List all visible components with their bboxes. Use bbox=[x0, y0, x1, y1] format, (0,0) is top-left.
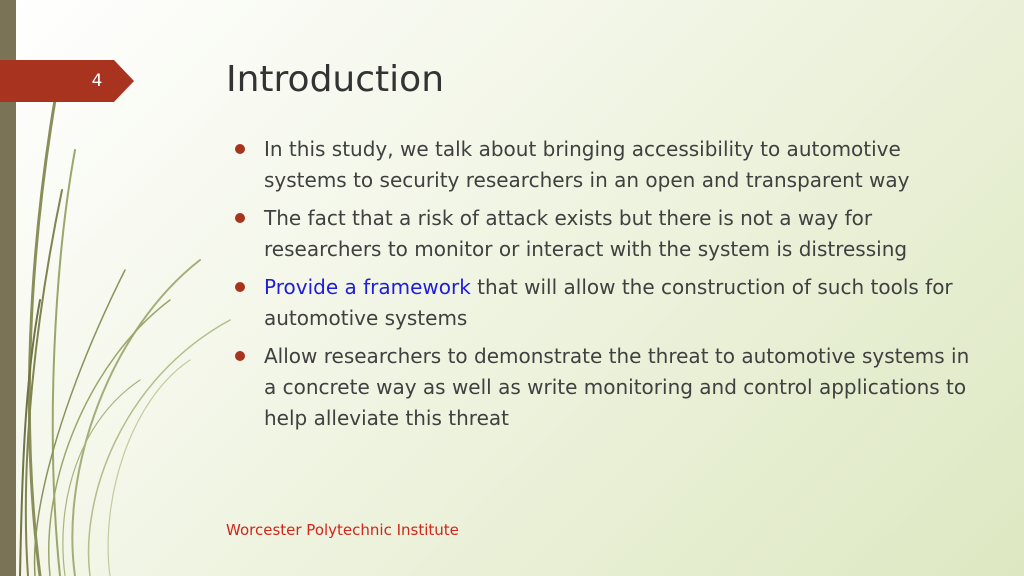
slide-title: Introduction bbox=[226, 59, 445, 100]
bullet-text: that will allow the construction of such tools for automotive systems bbox=[264, 275, 953, 330]
bullet-icon bbox=[235, 282, 245, 292]
bullet-text: Allow researchers to demonstrate the threat to automotive systems in a concrete way as well as write monitoring and control applications to help alleviate this threat bbox=[264, 344, 970, 430]
framework-link[interactable]: Provide a framework bbox=[264, 275, 471, 299]
bullet-item bbox=[232, 203, 972, 265]
slide-number-tab bbox=[0, 60, 134, 102]
bullet-icon bbox=[235, 213, 245, 223]
slide-number: 4 bbox=[91, 71, 103, 91]
bullet-text: The fact that a risk of attack exists but there is not a way for researchers to monitor or interact with the system is distressing bbox=[264, 206, 908, 261]
bullet-item bbox=[232, 341, 972, 434]
bullet-icon bbox=[235, 351, 245, 361]
bullet-text: In this study, we talk about bringing accessibility to automotive systems to security researchers in an open and transparent way bbox=[264, 137, 910, 192]
bullet-item bbox=[232, 272, 972, 334]
footer-institution: Worcester Polytechnic Institute bbox=[226, 521, 459, 539]
bullet-item bbox=[232, 134, 972, 196]
bullet-icon bbox=[235, 144, 245, 154]
bullet-list bbox=[232, 134, 972, 441]
